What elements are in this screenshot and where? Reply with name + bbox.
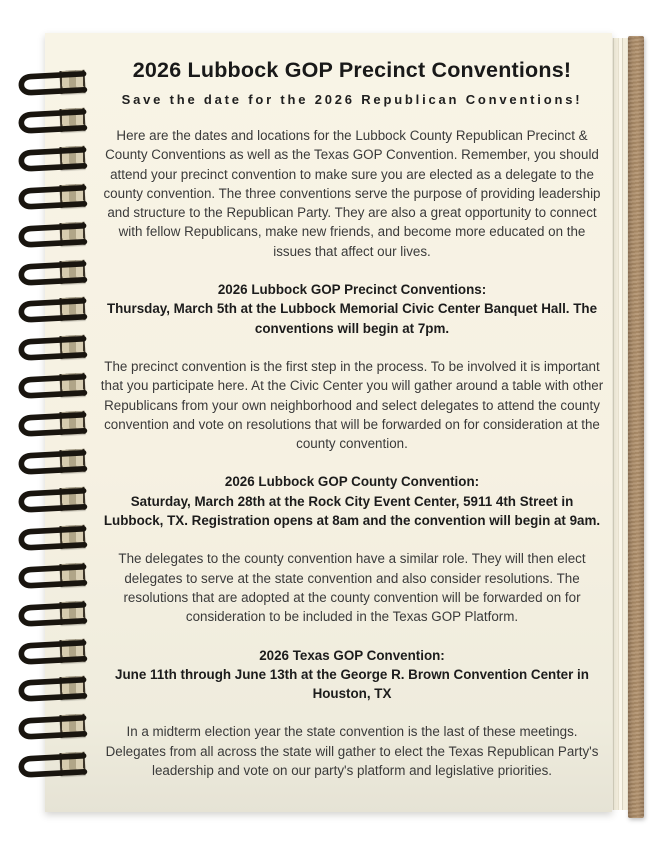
notebook-back-cover [628,36,644,818]
spiral-ring [9,331,89,366]
section-details: June 11th through June 13th at the George R. Brown Convention Center in Houston, TX [115,666,589,702]
section-body: The delegates to the county convention have a similar role. They will then elect delegates to serve at the state convention and also consider resolutions. The resolutions that are adopted at the county convention will be forwarded on for consideration to be included in the Texas GOP Platform. [118,551,586,625]
spiral-ring [9,293,89,328]
page-title: 2026 Lubbock GOP Precinct Conventions! [132,58,572,82]
spiral-ring [9,445,89,480]
spiral-ring [9,369,89,404]
spiral-ring [9,596,89,631]
spiral-ring [9,141,89,176]
page-subtitle: Save the date for the 2026 Republican Conventions! [121,92,583,107]
spiral-ring [9,179,89,214]
spiral-ring [9,520,89,555]
section-heading: 2026 Lubbock GOP County Convention: [224,474,480,490]
spiral-ring [9,748,89,783]
section-body: In a midterm election year the state convention is the last of these meetings. Delegates from all across the state will gather to elect the Texas Republican Party's leadership and vote on our party's platform and legislative priorities. [105,724,599,779]
spiral-ring [9,483,89,518]
spiral-ring [9,217,89,252]
section-details: Saturday, March 28th at the Rock City Event Center, 5911 4th Street in Lubbock, TX. Registration opens at 8am and the convention will begin at 9am. [103,493,601,529]
spiral-ring [9,710,89,745]
section-heading: 2026 Lubbock GOP Precinct Conventions: [217,282,487,298]
section-county-convention [100,472,604,530]
section-precinct-convention [100,280,604,338]
page-content [100,33,604,780]
spiral-ring [9,407,89,442]
spiral-ring [9,255,89,290]
intro-paragraph: Here are the dates and locations for the Lubbock County Republican Precinct & County Conventions as well as the Texas GOP Convention. Remember, you should attend your precinct convention to make sure you are elected as a delegate to the county convention. The three conventions serve the purpose of providing leadership and structure to the Republican Party. They are also a great opportunity to connect with fellow Republicans, make new friends, and become more educated on the issues that affect our lives. [103,128,601,259]
spiral-ring [9,558,89,593]
section-details: Thursday, March 5th at the Lubbock Memorial Civic Center Banquet Hall. The conventions will begin at 7pm. [106,301,598,336]
spiral-ring [9,66,89,101]
notebook-page [45,33,612,812]
section-heading: 2026 Texas GOP Convention: [259,647,445,663]
section-texas-convention [100,646,604,704]
spiral-ring [9,634,89,669]
section-body: The precinct convention is the first step in the process. To be involved it is important that you participate here. At the Civic Center you will gather around a table with other Republicans from your own neighborhood and select delegates to attend the county convention and vote on resolutions that will be forwarded on for consideration at the county convention. [100,358,604,452]
spiral-ring [9,672,89,707]
spiral-ring [9,104,89,139]
